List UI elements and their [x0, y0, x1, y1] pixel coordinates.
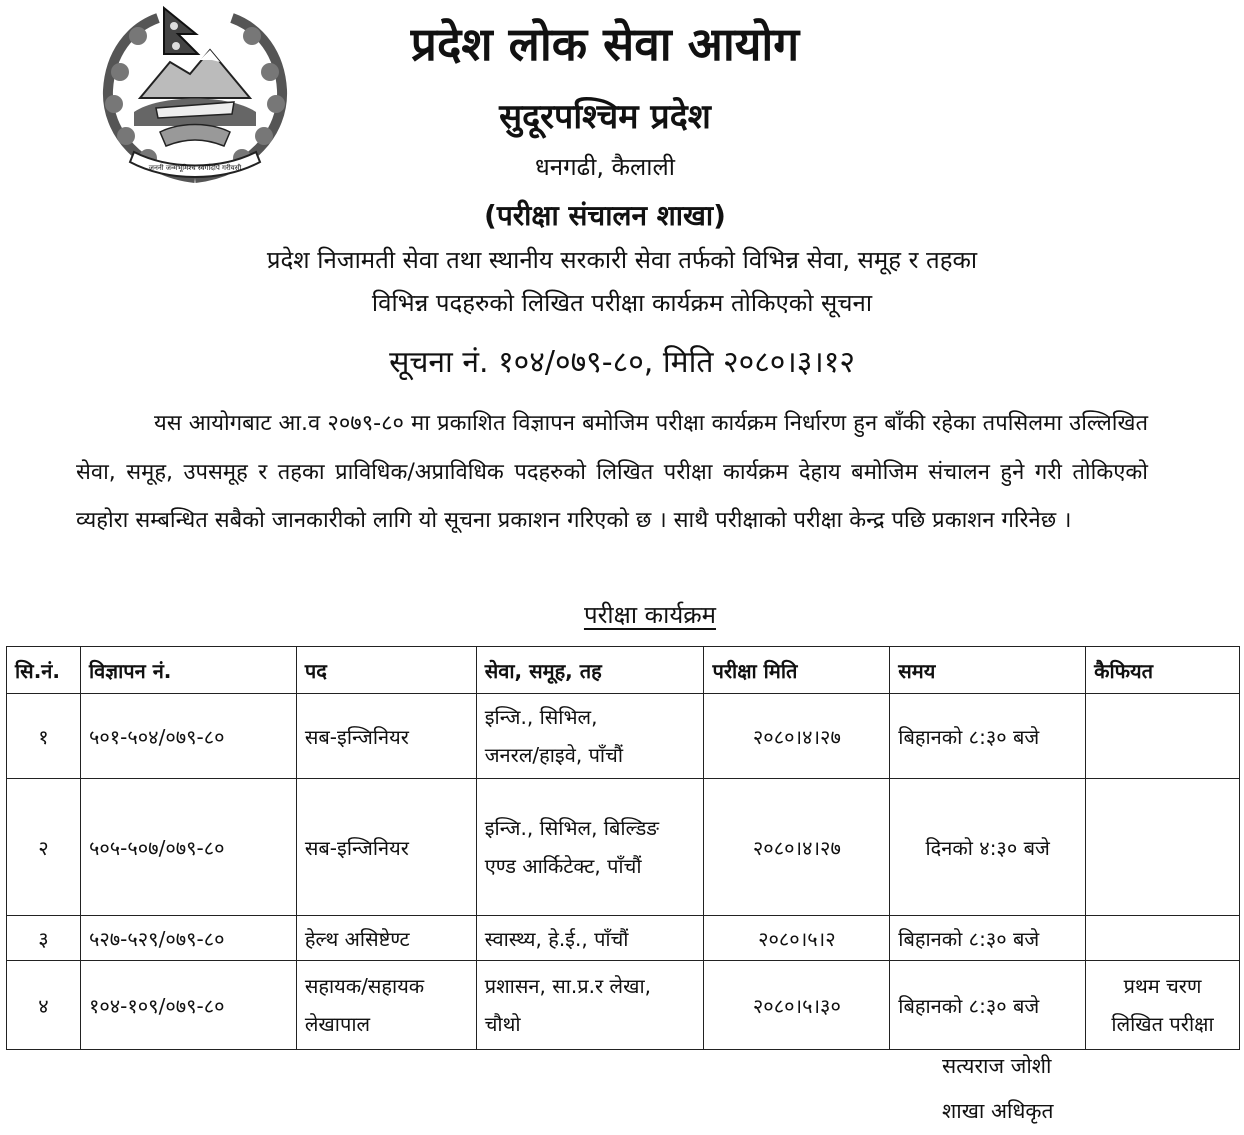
- post-cell: [296, 916, 476, 961]
- service-line: जनरल/हाइवे, पाँचौं: [484, 743, 623, 767]
- exam-schedule-table: [6, 646, 1240, 1050]
- exam-time-cell: बिहानको ८:३० बजे: [890, 961, 1086, 1050]
- exam-time-cell: बिहानको ८:३० बजे: [890, 916, 1086, 961]
- exam-time-cell: बिहानको ८:३० बजे: [890, 694, 1086, 779]
- schedule-title: परीक्षा कार्यक्रम: [583, 601, 717, 629]
- notice-subject-line-2: विभिन्न पदहरुको लिखित परीक्षा कार्यक्रम तोकिएको सूचना: [371, 289, 873, 317]
- table-row: [7, 779, 1240, 916]
- advertisement-no-cell: ५२७-५२९/०७९-८०: [80, 916, 296, 961]
- column-header: समय: [890, 647, 1086, 694]
- remarks-line: लिखित परीक्षा: [1111, 1012, 1214, 1036]
- advertisement-no-cell: १०४-१०९/०७९-८०: [80, 961, 296, 1050]
- post-line: सब-इन्जिनियर: [304, 724, 409, 749]
- service-line: इन्जि., सिभिल,: [484, 705, 598, 729]
- exam-date-cell: २०८०।५।२: [704, 916, 890, 961]
- exam-date-cell: २०८०।५।३०: [704, 961, 890, 1050]
- exam-date-cell: २०८०।४।२७: [704, 694, 890, 779]
- table-row: [7, 916, 1240, 961]
- column-header: परीक्षा मिति: [704, 647, 890, 694]
- post-line: सब-इन्जिनियर: [304, 835, 409, 860]
- notice-subject-line-1: प्रदेश निजामती सेवा तथा स्थानीय सरकारी सेवा तर्फको विभिन्न सेवा, समूह र तहका: [266, 246, 978, 274]
- province-name: सुदूरपश्चिम प्रदेश: [499, 97, 711, 137]
- post-cell: [296, 694, 476, 779]
- signatory-title: शाखा अधिकृत: [942, 1099, 1054, 1123]
- column-header: सि.नं.: [7, 647, 81, 694]
- serial-cell: ३: [7, 916, 81, 961]
- table-row: [7, 961, 1240, 1050]
- emblem-motto: जननी जन्मभूमिश्च स्वर्गादपि गरीयसी: [148, 164, 242, 172]
- service-line: प्रशासन, सा.प्र.र लेखा,: [484, 974, 651, 998]
- service-line: स्वास्थ्य, हे.ई., पाँचौं: [484, 926, 629, 951]
- office-location: धनगढी, कैलाली: [535, 153, 675, 181]
- post-line: लेखापाल: [304, 1012, 371, 1036]
- serial-cell: ४: [7, 961, 81, 1050]
- remarks-line: प्रथम चरण: [1123, 974, 1202, 998]
- service-line: इन्जि., सिभिल, बिल्डिङ: [484, 816, 660, 840]
- signatory-name: सत्यराज जोशी: [942, 1054, 1052, 1078]
- serial-cell: २: [7, 779, 81, 916]
- column-header: सेवा, समूह, तह: [476, 647, 704, 694]
- post-line: सहायक/सहायक: [304, 974, 425, 998]
- column-header: कैफियत: [1086, 647, 1240, 694]
- remarks-cell: [1086, 916, 1240, 961]
- notice-body: यस आयोगबाट आ.व २०७९-८० मा प्रकाशित विज्ञापन बमोजिम परीक्षा कार्यक्रम निर्धारण हुन बाँकी रहेका तपसिलमा उल्लिखित सेवा, समूह, उपसमूह र तहका प्राविधिक/अप्राविधिक पदहरुको लिखित परीक्षा कार्यक्रम देहाय बमोजिम संचालन हुने गरी तोकिएको व्यहोरा सम्बन्धित सबैको जानकारीको लागि यो सूचना प्रकाशन गरिएको छ । साथै परीक्षाको परीक्षा केन्द्र पछि प्रकाशन गरिनेछ ।: [76, 411, 1148, 533]
- post-cell: [296, 779, 476, 916]
- branch-name: (परीक्षा संचालन शाखा): [484, 199, 726, 232]
- column-header: विज्ञापन नं.: [80, 647, 296, 694]
- exam-date-cell: २०८०।४।२७: [704, 779, 890, 916]
- service-cell: [476, 961, 704, 1050]
- notice-number: सूचना नं. १०४/०७९-८०, मिति २०८०।३।१२: [389, 345, 855, 380]
- service-line: चौथो: [484, 1012, 521, 1036]
- service-cell: [476, 916, 704, 961]
- table-header-row: [7, 647, 1240, 694]
- post-cell: [296, 961, 476, 1050]
- commission-title: प्रदेश लोक सेवा आयोग: [410, 17, 800, 71]
- remarks-cell: [1086, 779, 1240, 916]
- remarks-cell: [1086, 694, 1240, 779]
- service-cell: [476, 694, 704, 779]
- post-line: हेल्थ असिष्टेण्ट: [304, 926, 410, 951]
- serial-cell: १: [7, 694, 81, 779]
- table-row: [7, 694, 1240, 779]
- advertisement-no-cell: ५०५-५०७/०७९-८०: [80, 779, 296, 916]
- service-cell: [476, 779, 704, 916]
- service-line: एण्ड आर्किटेक्ट, पाँचौं: [484, 854, 642, 878]
- remarks-cell: [1086, 961, 1240, 1050]
- column-header: पद: [296, 647, 476, 694]
- exam-time-cell: दिनको ४:३० बजे: [890, 779, 1086, 916]
- advertisement-no-cell: ५०१-५०४/०७९-८०: [80, 694, 296, 779]
